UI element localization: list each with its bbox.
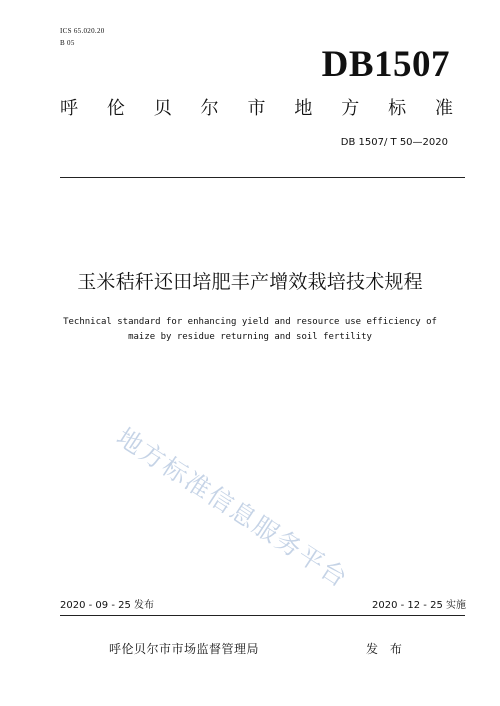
standard-code: DB1507: [321, 44, 450, 85]
organization-char: 尔: [200, 98, 219, 119]
issuing-authority: 呼伦贝尔市市场监督管理局: [109, 642, 260, 656]
standard-number: DB 1507/ T 50—2020: [340, 137, 448, 148]
organization-char: 贝: [153, 98, 172, 119]
watermark: 地方标准信息服务平台: [111, 422, 354, 594]
document-title-en-line1: Technical standard for enhancing yield and resource use efficiency of: [63, 317, 437, 327]
organization-char: 市: [247, 98, 266, 119]
document-title-en-line2: maize by residue returning and soil fertility: [128, 332, 372, 342]
ccs-code: B 05: [60, 39, 75, 47]
organization-char: 呼: [60, 98, 78, 119]
organization-char: 伦: [106, 98, 125, 119]
issue-date: 2020 - 09 - 25 发布: [60, 600, 155, 611]
header-divider: [60, 177, 465, 178]
document-title-cn: 玉米秸秆还田培肥丰产增效栽培技术规程: [77, 271, 423, 293]
organization-char: 地: [294, 98, 313, 119]
organization-char: 标: [388, 98, 407, 119]
footer-divider: [60, 615, 465, 616]
organization-char: 准: [435, 98, 453, 119]
organization-title: [60, 98, 453, 120]
ics-code: ICS 65.020.20: [60, 27, 105, 35]
implementation-date: 2020 - 12 - 25 实施: [371, 600, 466, 611]
organization-char: 方: [341, 98, 360, 119]
issue-label: 发 布: [366, 642, 406, 656]
